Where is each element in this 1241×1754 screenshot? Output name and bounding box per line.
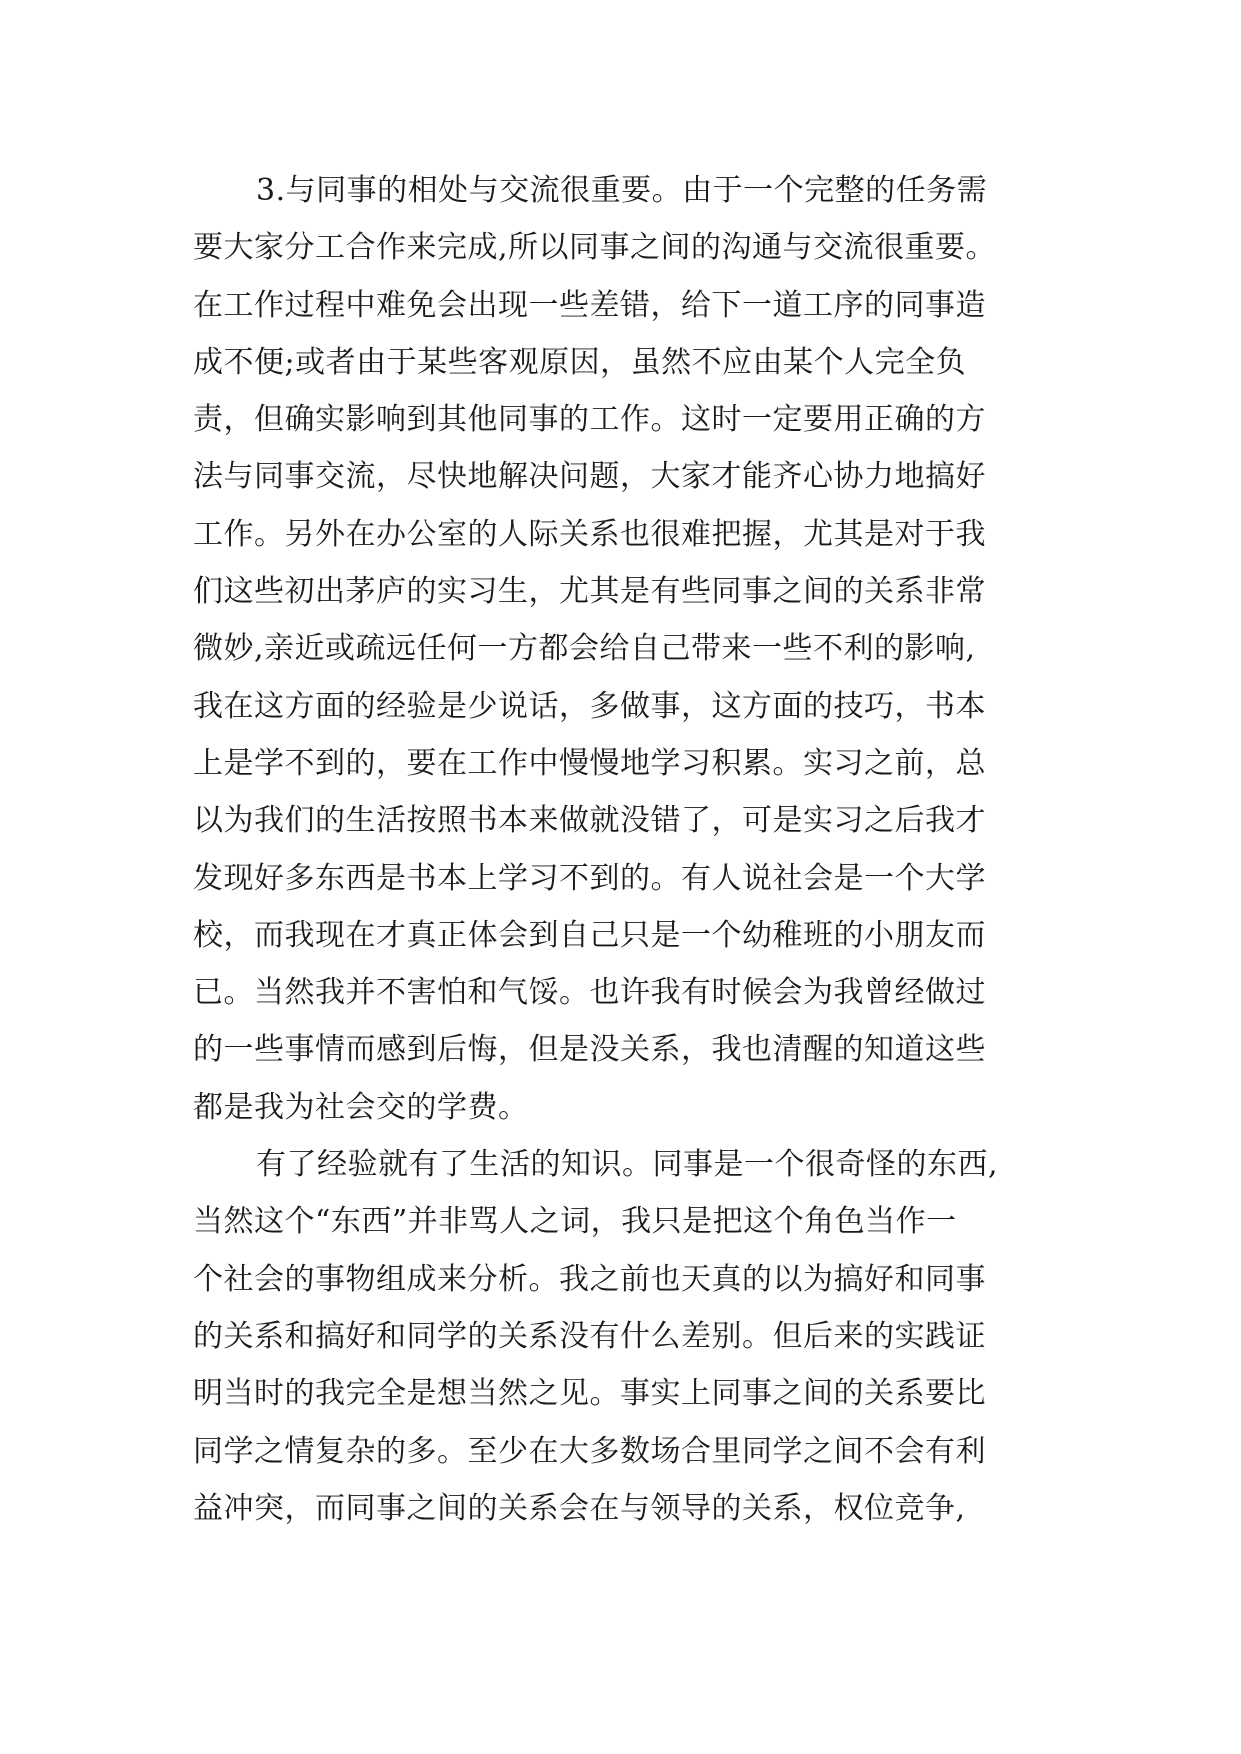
text-line: 成不便;或者由于某些客观原因，虽然不应由某个人完全负 bbox=[193, 344, 967, 380]
body-text bbox=[193, 162, 1093, 1537]
text-line: 益冲突，而同事之间的关系会在与领导的关系，权位竞争, bbox=[193, 1490, 966, 1526]
text-line: 有了经验就有了生活的知识。同事是一个很奇怪的东西, bbox=[256, 1147, 999, 1183]
text-line: 以为我们的生活按照书本来做就没错了，可是实习之后我才 bbox=[193, 803, 986, 839]
text-line: 发现好多东西是书本上学习不到的。有人说社会是一个大学 bbox=[193, 860, 986, 896]
text-line: 们这些初出茅庐的实习生，尤其是有些同事之间的关系非常 bbox=[193, 574, 986, 610]
text-line: 校，而我现在才真正体会到自己只是一个幼稚班的小朋友而 bbox=[193, 917, 986, 953]
text-line: 已。当然我并不害怕和气馁。也许我有时候会为我曾经做过 bbox=[193, 975, 986, 1011]
text-line: 3.与同事的相处与交流很重要。由于一个完整的任务需 bbox=[256, 173, 988, 208]
text-line: 都是我为社会交的学费。 bbox=[193, 1089, 529, 1125]
text-line: 同学之情复杂的多。至少在大多数场合里同学之间不会有利 bbox=[193, 1433, 986, 1469]
text-line: 的关系和搞好和同学的关系没有什么差别。但后来的实践证 bbox=[193, 1318, 986, 1354]
text-line: 上是学不到的，要在工作中慢慢地学习积累。实习之前，总 bbox=[193, 745, 986, 781]
text-line: 当然这个“东西”并非骂人之词，我只是把这个角色当作一 bbox=[193, 1204, 957, 1240]
text-line: 个社会的事物组成来分析。我之前也天真的以为搞好和同事 bbox=[193, 1261, 986, 1297]
text-line: 工作。另外在办公室的人际关系也很难把握，尤其是对于我 bbox=[193, 516, 986, 552]
text-line: 在工作过程中难免会出现一些差错，给下一道工序的同事造 bbox=[193, 287, 986, 323]
text-line: 微妙,亲近或疏远任何一方都会给自己带来一些不利的影响, bbox=[193, 631, 976, 667]
text-line: 我在这方面的经验是少说话，多做事，这方面的技巧，书本 bbox=[193, 688, 986, 724]
text-line: 要大家分工合作来完成,所以同事之间的沟通与交流很重要。 bbox=[193, 230, 997, 266]
text-line: 责，但确实影响到其他同事的工作。这时一定要用正确的方 bbox=[193, 402, 986, 438]
text-line: 的一些事情而感到后悔，但是没关系，我也清醒的知道这些 bbox=[193, 1032, 986, 1068]
text-line: 法与同事交流，尽快地解决问题，大家才能齐心协力地搞好 bbox=[193, 459, 986, 495]
text-line: 明当时的我完全是想当然之见。事实上同事之间的关系要比 bbox=[193, 1376, 986, 1412]
